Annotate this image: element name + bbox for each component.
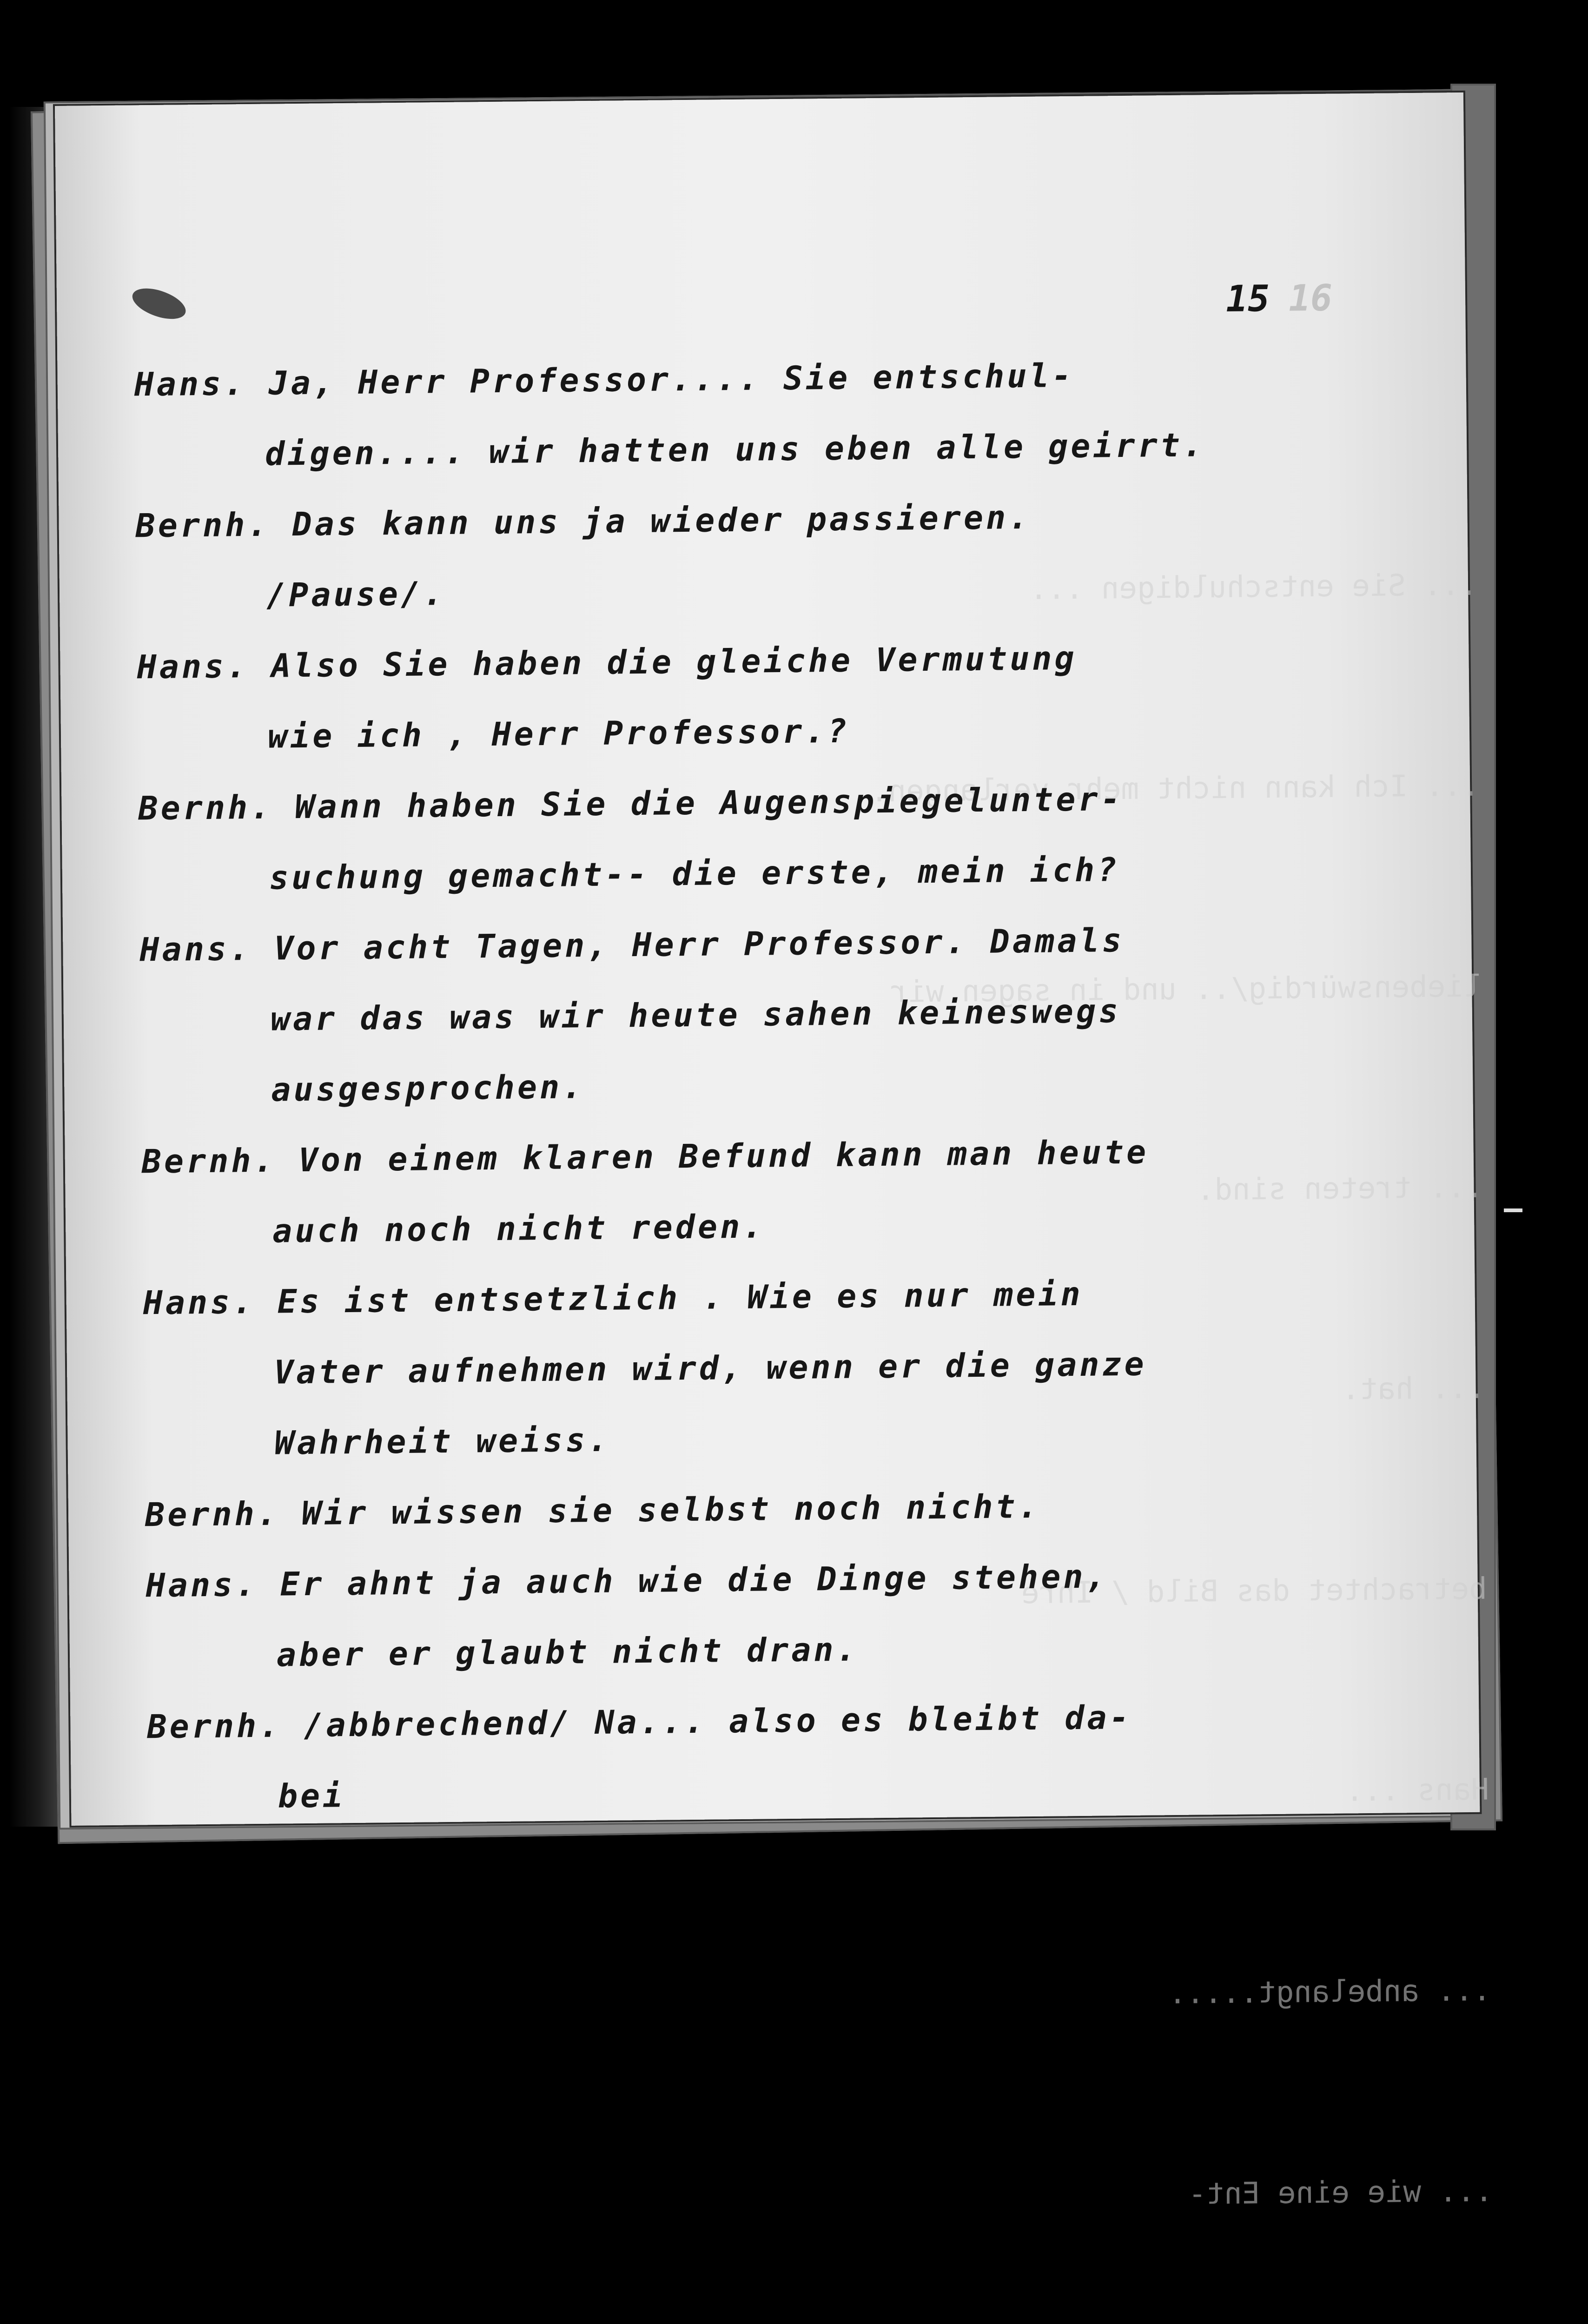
- bleed-line: ... Ich kann nicht mehr verlangen.: [870, 768, 1480, 809]
- bleed-line: ... hat.: [1342, 1371, 1485, 1407]
- speaker-name: Hans.: [134, 364, 246, 404]
- line-text: Wann haben Sie die Augenspiegelunter-: [272, 780, 1124, 826]
- line-text: aber er glaubt nicht dran.: [276, 1630, 859, 1674]
- page-number-ghost: 16: [1288, 277, 1333, 320]
- line-text: /abbrechend/ Na... also es bleibt da-: [281, 1698, 1132, 1745]
- dialogue-line: [270, 992, 1121, 1038]
- line-text: digen.... wir hatten uns eben alle geirrt.: [265, 426, 1205, 473]
- dialogue-lines: [55, 92, 1480, 1826]
- edge-mark: [1504, 1208, 1522, 1212]
- bleed-line: ... treten sind.: [1196, 1170, 1483, 1208]
- dialogue-line: [146, 1557, 1108, 1604]
- line-text: Vater aufnehmen wird, wenn er die ganze: [273, 1345, 1147, 1392]
- bleed-line: betrachtet das Bild / Ihre: [1021, 1571, 1488, 1611]
- line-text: Wahrheit weiss.: [274, 1420, 611, 1462]
- speaker-name: Bernh.: [135, 505, 270, 545]
- dialogue-line: [137, 639, 1077, 686]
- dialogue-line: [141, 1133, 1149, 1181]
- bleed-line: ... Sie entschuldigen ...: [1029, 568, 1478, 607]
- line-text: Von einem klaren Befund kann man heute: [276, 1133, 1149, 1180]
- line-text: ausgesprochen.: [271, 1068, 585, 1109]
- speaker-name: Hans.: [146, 1565, 258, 1605]
- dialogue-line: [277, 1631, 859, 1674]
- speaker-name: Hans.: [137, 647, 249, 687]
- dialogue-line: [268, 712, 850, 756]
- bleed-line: ... wie eine Ent-: [1188, 2174, 1493, 2212]
- dialogue-line: [265, 426, 1205, 473]
- speaker-name: Hans.: [139, 930, 252, 969]
- speaker-name: Bernh.: [147, 1706, 282, 1746]
- line-text: bei: [278, 1776, 345, 1816]
- line-text: Wir wissen sie selbst noch nicht.: [279, 1487, 1041, 1533]
- line-text: /Pause/.: [266, 574, 446, 614]
- dialogue-line: [139, 921, 1125, 969]
- line-text: war das was wir heute sahen keineswegs: [270, 992, 1121, 1038]
- line-text: wie ich , Herr Professor.?: [267, 712, 850, 756]
- speaker-name: Hans.: [143, 1282, 255, 1322]
- dialogue-line: [147, 1698, 1132, 1746]
- line-text: suchung gemacht-- die erste, mein ich?: [269, 851, 1120, 897]
- dialogue-line: [145, 1487, 1040, 1534]
- dialogue-line: [135, 498, 1031, 545]
- line-text: Also Sie haben die gleiche Vermutung: [248, 639, 1077, 686]
- line-text: Vor acht Tagen, Herr Professor. Damals: [251, 921, 1125, 968]
- bleed-line: Hans ...: [1345, 1772, 1489, 1809]
- dialogue-line: [272, 1207, 765, 1250]
- speaker-name: Bernh.: [145, 1494, 280, 1534]
- dialogue-line: [143, 1275, 1083, 1322]
- speaker-name: Bernh.: [141, 1141, 277, 1181]
- bleed-line: liebenswürdig/.. und in sagen wir: [890, 969, 1482, 1010]
- dialogue-line: [134, 357, 1074, 403]
- dialogue-line: [278, 1776, 345, 1815]
- line-text: Ja, Herr Professor.... Sie entschul-: [246, 356, 1075, 403]
- bleed-line: ... anbelangt.....: [1168, 1973, 1491, 2011]
- speaker-name: Bernh.: [138, 788, 273, 828]
- dialogue-line: [266, 574, 446, 614]
- line-text: Es ist entsetzlich . Wie es nur mein: [255, 1274, 1084, 1321]
- line-text: Er ahnt ja auch wie die Dinge stehen,: [257, 1557, 1109, 1604]
- dialogue-line: [269, 851, 1120, 897]
- line-text: auch noch nicht reden.: [272, 1207, 765, 1250]
- dialogue-line: [138, 780, 1123, 827]
- dialogue-line: [274, 1421, 610, 1462]
- typescript-page: [55, 92, 1493, 2212]
- dialogue-line: [274, 1345, 1147, 1392]
- line-text: Das kann uns ja wieder passieren.: [270, 498, 1031, 544]
- dialogue-line: [271, 1068, 585, 1109]
- page-number: 15: [1225, 277, 1270, 320]
